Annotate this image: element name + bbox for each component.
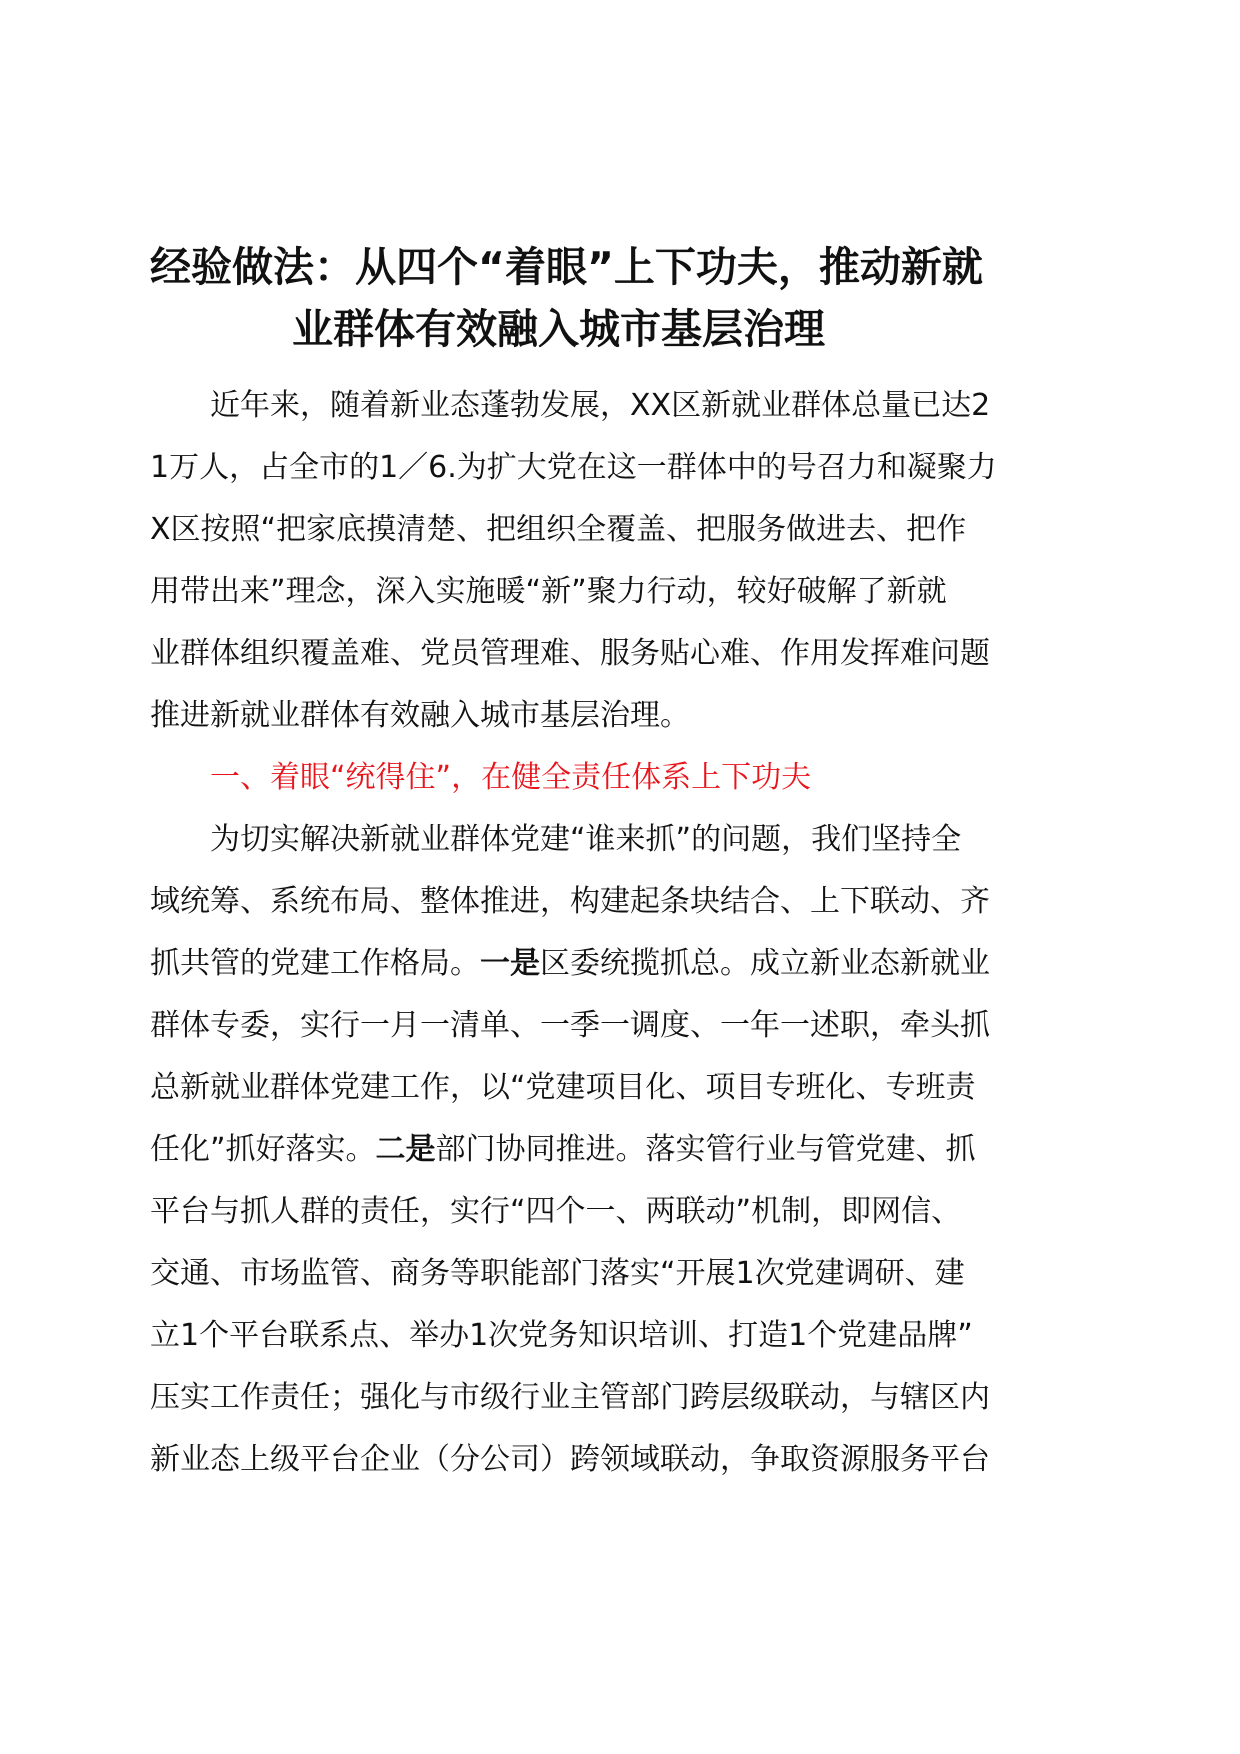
section-line: 压实工作责任；强化与市级行业主管部门跨层级联动，与辖区内 <box>150 1380 990 1415</box>
section-heading: 一、着眼“统得住”，在健全责任体系上下功夫 <box>210 760 812 795</box>
intro-line: 推进新就业群体有效融入城市基层治理。 <box>150 698 690 733</box>
intro-line: 用带出来”理念，深入实施暖“新”聚力行动，较好破解了新就 <box>150 574 947 609</box>
intro-paragraph <box>150 375 1095 747</box>
document-body <box>150 375 1095 1491</box>
section-1-paragraph <box>150 809 1095 1491</box>
section-line: 平台与抓人群的责任，实行“四个一、两联动”机制，即网信、 <box>150 1194 962 1229</box>
text-run: 部门协同推进。落实管行业与管党建、抓 <box>435 1132 976 1167</box>
text-run: 抓共管的党建工作格局。 <box>150 946 480 981</box>
section-line: 交通、市场监管、商务等职能部门落实“开展1次党建调研、建 <box>150 1256 965 1291</box>
title-line-2: 业群体有效融入城市基层治理 <box>292 305 825 353</box>
section-line: 域统筹、系统布局、整体推进，构建起条块结合、上下联动、齐 <box>150 884 990 919</box>
title-line-1: 经验做法：从四个“着眼”上下功夫，推动新就 <box>150 243 983 291</box>
section-line <box>150 1119 1095 1181</box>
intro-line: 业群体组织覆盖难、党员管理难、服务贴心难、作用发挥难问题 <box>150 636 990 671</box>
section-line: 为切实解决新就业群体党建“谁来抓”的问题，我们坚持全 <box>210 822 962 857</box>
intro-line: 1万人，占全市的1／6.为扩大党在这一群体中的号召力和凝聚力 <box>150 450 997 485</box>
text-run: 任化”抓好落实。 <box>150 1132 376 1167</box>
intro-line: 近年来，随着新业态蓬勃发展，XX区新就业群体总量已达2 <box>210 388 991 423</box>
section-line: 新业态上级平台企业（分公司）跨领域联动，争取资源服务平台 <box>150 1442 990 1477</box>
section-line: 总新就业群体党建工作，以“党建项目化、项目专班化、专班责 <box>150 1070 976 1105</box>
section-line: 立1个平台联系点、举办1次党务知识培训、打造1个党建品牌” <box>150 1318 973 1353</box>
text-run: 区委统揽抓总。成立新业态新就业 <box>540 946 990 981</box>
section-line <box>150 933 1095 995</box>
section-1-heading <box>150 747 1095 809</box>
document-title <box>150 236 1090 360</box>
intro-line: X区按照“把家底摸清楚、把组织全覆盖、把服务做进去、把作 <box>150 512 967 547</box>
section-line: 群体专委，实行一月一清单、一季一调度、一年一述职，牵头抓 <box>150 1008 990 1043</box>
bold-marker-first: 一是 <box>480 946 540 981</box>
bold-marker-second: 二是 <box>375 1132 436 1167</box>
